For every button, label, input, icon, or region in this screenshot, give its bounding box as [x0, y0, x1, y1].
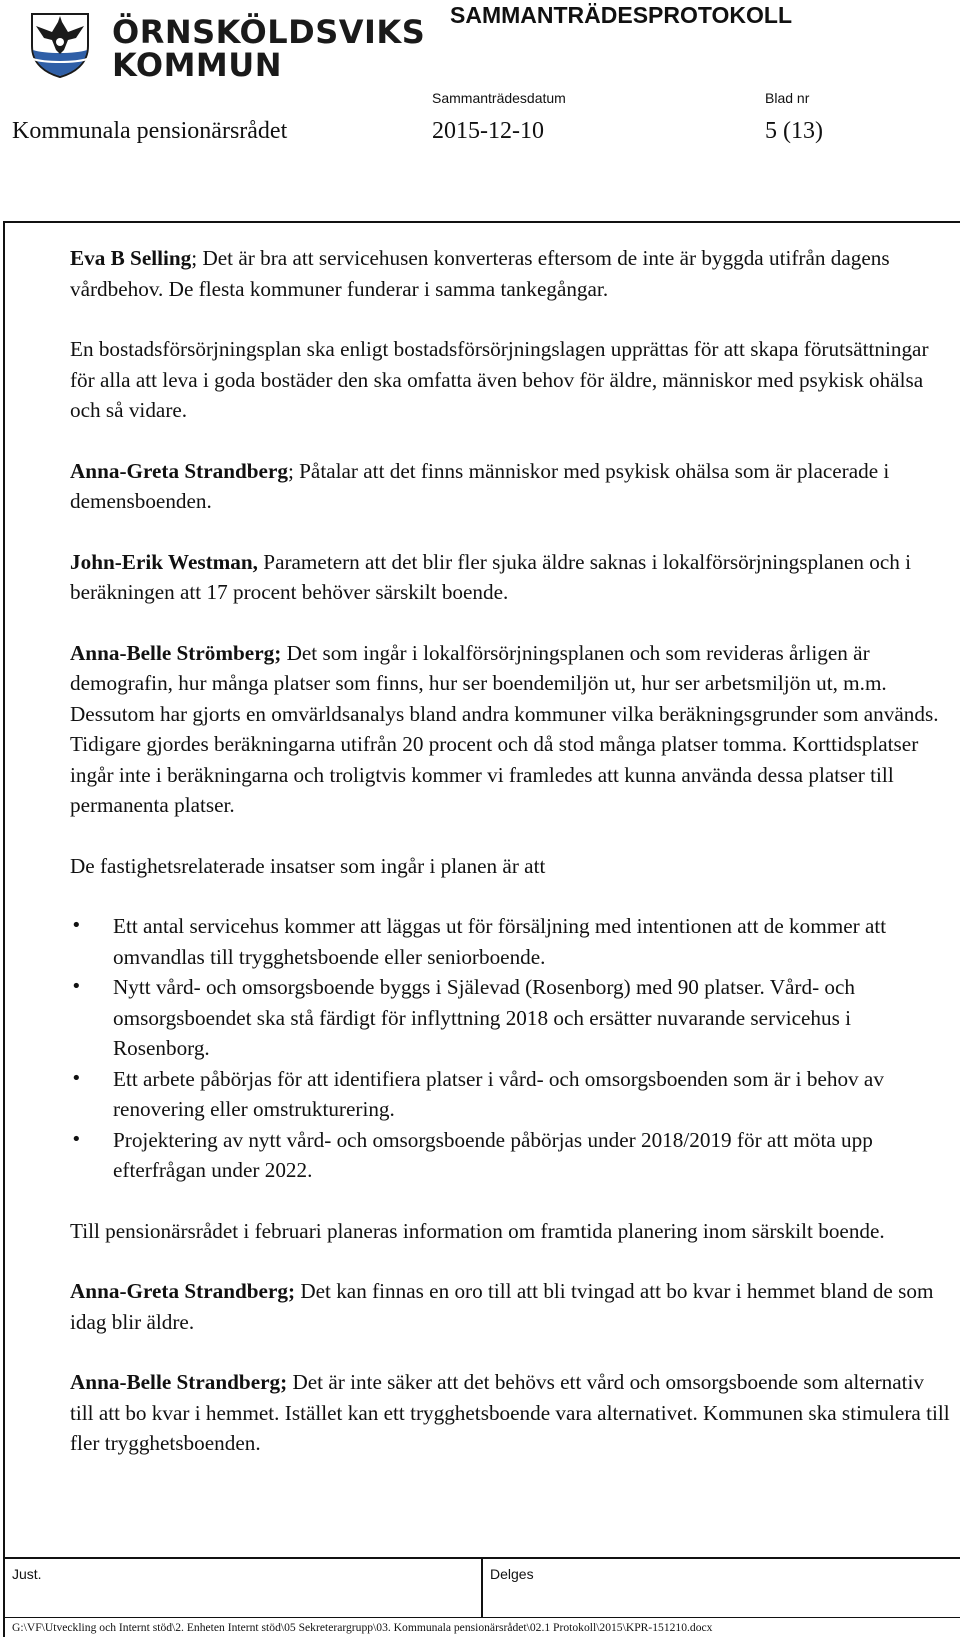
meeting-date-label: Sammanträdesdatum [432, 90, 566, 106]
paragraph: En bostadsförsörjningsplan ska enligt bostadsförsörjningslagen upprättas för att skapa förutsättningar för alla att leva i goda bostäder den ska omfatta även behov för äldre, människor med psykisk ohälsa och så vidare. [70, 337, 929, 422]
distribution-label: Delges [490, 1566, 534, 1582]
paragraph: Anna-Belle Strandberg; Det är inte säker att det behövs ett vård och omsorgsboende som alternativ till att bo kvar i hemmet. Istället kan ett trygghetsboende vara alternativet. Kommunen ska stimulera till fler trygghetsboenden. [70, 1370, 950, 1455]
logo-line-1: ÖRNSKÖLDSVIKS [112, 13, 426, 51]
list-intro: De fastighetsrelaterade insatser som ingår i planen är att [70, 853, 546, 878]
paragraph: Anna-Greta Strandberg; Påtalar att det finns människor med psykisk ohälsa som är placerade i demensboenden. [70, 458, 890, 513]
municipality-logo [30, 10, 426, 84]
speaker-name: Anna-Greta Strandberg; [70, 1279, 296, 1303]
footer-divider [481, 1557, 483, 1617]
list-item: • Nytt vård- och omsorgsboende byggs i Själevad (Rosenborg) med 90 platser. Vård- och omsorgsboendet ska stå färdigt för inflyttning 2018 och ersätter nuvarande servicehus i Rosenborg. [70, 972, 950, 1064]
council-name: Kommunala pensionärsrådet [12, 118, 288, 144]
footer-rule [3, 1617, 960, 1618]
measures-list [70, 911, 950, 1186]
speaker-name: Anna-Belle Strömberg; [70, 640, 282, 665]
speaker-name: Anna-Greta Strandberg [70, 458, 288, 483]
coat-of-arms-icon [30, 10, 90, 78]
speaker-name: Anna-Belle Strandberg; [70, 1370, 288, 1394]
paragraph: Anna-Greta Strandberg; Det kan finnas en oro till att bli tvingad att bo kvar i hemmet bland de som idag blir äldre. [70, 1279, 934, 1334]
logo-wordmark [112, 13, 426, 84]
speaker-name: John-Erik Westman, [70, 549, 258, 574]
speaker-name: Eva B Selling [70, 246, 192, 270]
logo-line-2: KOMMUN [112, 46, 283, 84]
list-item: • Projektering av nytt vård- och omsorgsboende påbörjas under 2018/2019 för att möta upp efterfrågan under 2022. [70, 1125, 950, 1186]
attest-label: Just. [12, 1566, 42, 1582]
paragraph: John-Erik Westman, Parametern att det blir fler sjuka äldre saknas i lokalförsörjningsplanen och i beräkningen att 17 procent behöver särskilt boende. [70, 549, 912, 604]
list-item: • Ett arbete påbörjas för att identifiera platser i vård- och omsorgsboenden som är i behov av renovering eller omstrukturering. [70, 1064, 950, 1125]
paragraph: Eva B Selling; Det är bra att servicehusen konverteras eftersom de inte är byggda utifrån dagens vårdbehov. De flesta kommuner funderar i samma tankegångar. [70, 246, 890, 301]
minutes-body [70, 243, 950, 1489]
list-item: • Ett antal servicehus kommer att läggas ut för försäljning med intentionen att de kommer att omvandlas till trygghetsboende eller seniorboende. [70, 911, 950, 972]
paragraph: Till pensionärsrådet i februari planeras information om framtida planering inom särskilt boende. [70, 1218, 885, 1243]
document-title: SAMMANTRÄDESPROTOKOLL [450, 2, 793, 28]
page-number: 5 (13) [765, 118, 823, 144]
file-path: G:\VF\Utveckling och Internt stöd\2. Enheten Internt stöd\05 Sekreterargrupp\03. Kommunala pensionärsrådet\02.1 Protokoll\2015\KPR-151210.docx [12, 1621, 713, 1634]
page-number-label: Blad nr [765, 90, 810, 106]
paragraph: Anna-Belle Strömberg; Det som ingår i lokalförsörjningsplanen och som revideras årligen är demografin, hur många platser som finns, hur ser boendemiljön ut, hur ser arbetsmiljön ut, m.m. Dessutom har gjorts en omvärldsanalys bland andra kommuner vilka beräkningsgrunder som används. Tidigare gjordes beräkningarna utifrån 20 procent och då stod många platser tomma. Korttidsplatser ingår inte i beräkningarna och troligtvis kommer vi framledes att kunna använda dessa platser till permanenta platser. [70, 640, 939, 817]
meeting-date: 2015-12-10 [432, 118, 544, 144]
